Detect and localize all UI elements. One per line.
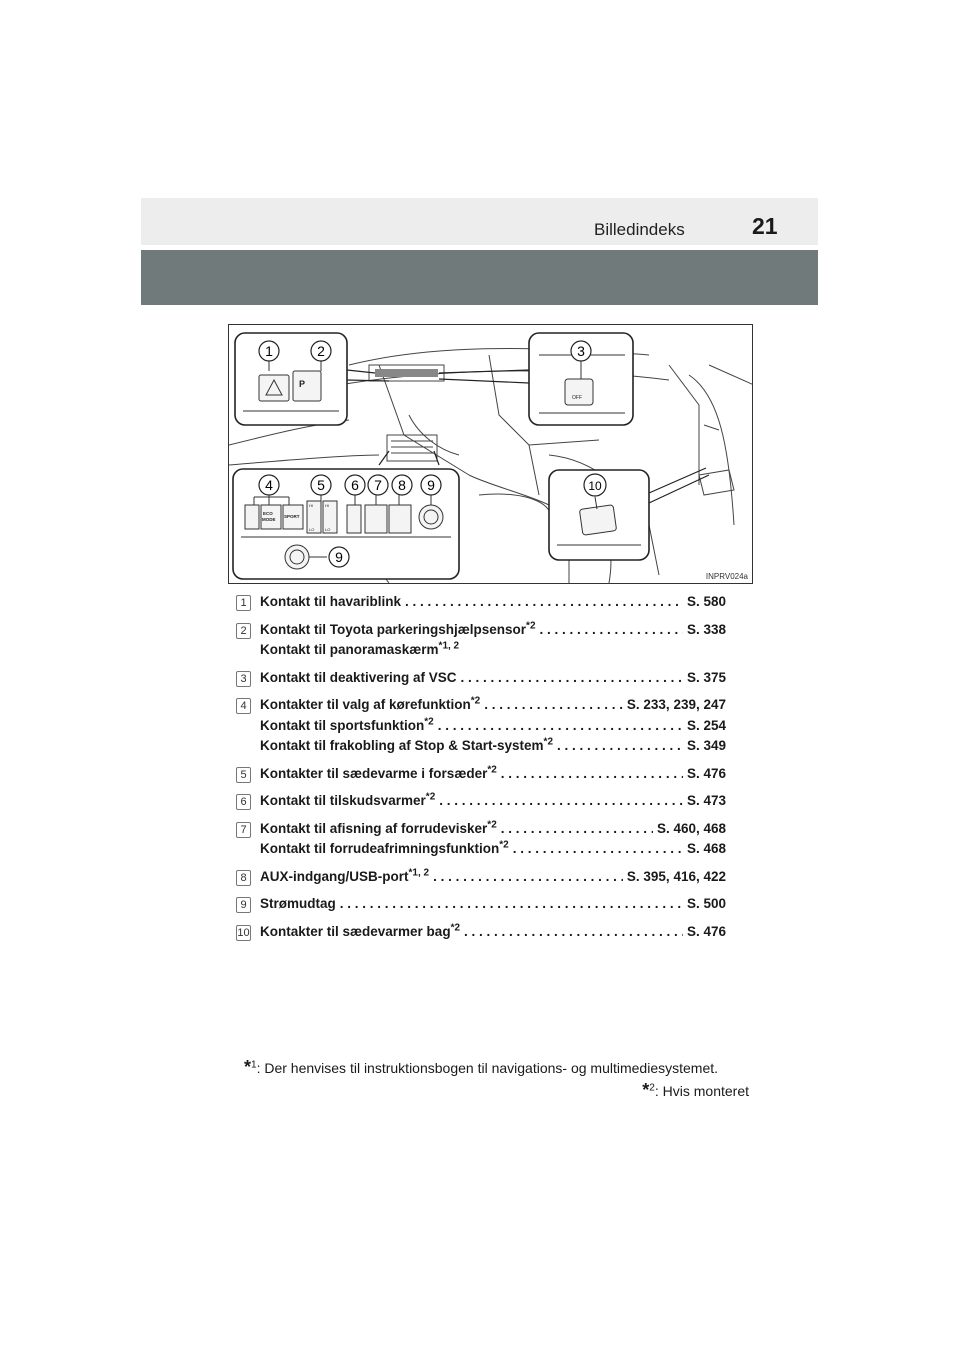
dot-leader — [438, 716, 683, 737]
sport-label: SPORT — [284, 514, 300, 519]
footnote-ref: *2 — [450, 922, 461, 933]
page-reference: S. 580 — [686, 594, 726, 609]
callout-2 — [311, 341, 331, 361]
entry-label: Kontakt til forrudeafrimningsfunktion$^{*2}$ — [260, 839, 509, 856]
dot-leader — [461, 668, 683, 689]
entry-line — [260, 839, 726, 860]
page-reference: S. 233, 239, 247 — [626, 697, 726, 712]
dot-leader — [540, 620, 683, 641]
svg-text:9: 9 — [427, 477, 435, 493]
entry-line — [260, 894, 726, 915]
mode-label: MODE — [262, 517, 276, 522]
svg-text:9: 9 — [335, 549, 343, 565]
entry-number-badge: 5 — [236, 767, 251, 783]
index-entry-3 — [236, 668, 726, 689]
entry-label: Kontakter til sædevarmer bag$^{*2}$ — [260, 922, 461, 939]
section-title: Billedindeks — [594, 220, 685, 239]
entry-line — [260, 736, 726, 757]
index-entry-8 — [236, 867, 726, 888]
svg-text:8: 8 — [398, 477, 406, 493]
index-entry-7 — [236, 819, 726, 860]
entry-number-badge: 10 — [237, 926, 250, 939]
entry-label: Kontakt til havariblink — [260, 594, 402, 609]
svg-text:3: 3 — [577, 343, 585, 359]
footnote-ref: *2 — [470, 695, 481, 707]
entry-label: Kontakt til frakobling af Stop & Start-system$^{*2}$ — [260, 736, 553, 753]
vsc-off-label: OFF — [572, 395, 582, 401]
callout-3 — [571, 341, 591, 361]
entry-number-badge: 1 — [236, 595, 251, 611]
svg-text:7: 7 — [374, 477, 382, 493]
footnote-ref: *2 — [487, 819, 497, 830]
entry-number-badge: 6 — [236, 794, 251, 810]
footnote-ref: *2 — [543, 736, 553, 748]
footnote-1: *$^1$: Der henvises til instruktionsbogen til navigations- og multimediesystemet. — [244, 1057, 719, 1077]
dot-leader — [484, 695, 623, 716]
page-reference: S. 254 — [686, 717, 726, 733]
page-reference: S. 395, 416, 422 — [626, 868, 726, 884]
entry-number-badge: 4 — [236, 698, 251, 714]
entry-label: Kontakt til deaktivering af VSC — [260, 669, 457, 685]
dot-leader — [340, 894, 683, 915]
dot-leader — [405, 592, 683, 613]
entry-number-badge: 2 — [236, 623, 251, 639]
header-bar — [141, 198, 818, 245]
entry-label: Kontakt til panoramaskærm$^{*1, 2}$ — [260, 640, 460, 657]
entry-line — [260, 668, 726, 689]
entry-number-badge: 8 — [236, 870, 251, 886]
page-reference: S. 375 — [686, 669, 726, 685]
callout-9 — [421, 475, 441, 495]
footnote-ref: *1, 2 — [438, 640, 460, 652]
entry-label: Kontakt til sportsfunktion$^{*2}$ — [260, 716, 434, 733]
index-entries — [236, 592, 726, 949]
seat-lo-label-right: LO — [325, 527, 331, 532]
page-reference: S. 468 — [686, 841, 726, 856]
figure-code: INPRV024a — [705, 572, 748, 581]
callout-5 — [311, 475, 331, 495]
callout-9-lower — [329, 547, 349, 567]
entry-number-badge: 7 — [236, 822, 251, 838]
entry-line — [260, 620, 726, 641]
entry-line — [260, 791, 726, 812]
dot-leader — [464, 922, 683, 943]
callout-7 — [368, 475, 388, 495]
dot-leader — [439, 791, 683, 812]
entry-label: Kontakt til tilskudsvarmer$^{*2}$ — [260, 791, 436, 808]
page-reference: S. 349 — [686, 738, 726, 753]
svg-text:6: 6 — [351, 477, 359, 493]
dot-leader — [557, 736, 683, 757]
footnote-ref: *2 — [487, 764, 497, 775]
entry-line — [260, 695, 726, 716]
dot-leader — [513, 839, 683, 860]
entry-line — [260, 592, 726, 613]
entry-number-badge: 9 — [236, 897, 251, 913]
entry-line — [260, 764, 726, 785]
eco-label: ECO — [263, 511, 273, 516]
page-reference: S. 476 — [686, 923, 726, 939]
dot-leader — [433, 867, 623, 888]
entry-label: Strømudtag — [260, 896, 336, 911]
index-entry-1 — [236, 592, 726, 613]
index-entry-4 — [236, 695, 726, 757]
entry-label: Kontakter til sædevarme i forsæder$^{*2}$ — [260, 764, 497, 781]
footnote-ref: *1, 2 — [408, 867, 430, 878]
entry-number-badge: 3 — [236, 671, 251, 687]
dashboard-drawing — [229, 325, 753, 584]
entry-label: AUX-indgang/USB-port$^{*1, 2}$ — [260, 867, 430, 884]
footnote-ref: *2 — [526, 620, 536, 631]
footnote-ref: *2 — [424, 716, 434, 727]
svg-text:5: 5 — [317, 477, 325, 493]
seat-hi-label-right: HI — [325, 503, 329, 508]
index-entry-10 — [236, 922, 726, 943]
page-reference: S. 473 — [686, 793, 726, 808]
entry-line — [260, 716, 726, 737]
entry-label: Kontakt til afisning af forrudevisker$^{*2}$ — [260, 819, 497, 836]
chapter-band — [141, 250, 818, 305]
p-sensor-symbol: P — [299, 379, 306, 389]
callout-8 — [392, 475, 412, 495]
dashboard-illustration — [228, 324, 753, 584]
index-entry-5 — [236, 764, 726, 785]
svg-text:2: 2 — [317, 343, 325, 359]
index-entry-6 — [236, 791, 726, 812]
svg-text:4: 4 — [265, 477, 273, 493]
page-reference: S. 460, 468 — [656, 820, 726, 836]
footnote-2: *$^2$: Hvis monteret — [642, 1080, 749, 1100]
page-number: 21 — [752, 213, 778, 239]
dot-leader — [501, 764, 683, 785]
svg-text:1: 1 — [265, 343, 273, 359]
seat-lo-label-left: LO — [309, 527, 315, 532]
seat-hi-label-left: HI — [309, 503, 313, 508]
callout-10 — [584, 474, 606, 496]
entry-label: Kontakt til Toyota parkeringshjælpsensor$^{*2}$ — [260, 620, 536, 637]
index-entry-9 — [236, 894, 726, 915]
index-entry-2 — [236, 620, 726, 661]
entry-line — [260, 640, 726, 661]
entry-line — [260, 922, 726, 943]
callout-4 — [259, 475, 279, 495]
page-reference: S. 500 — [686, 896, 726, 911]
dot-leader — [501, 819, 653, 840]
entry-label: Kontakter til valg af kørefunktion$^{*2}$ — [260, 695, 481, 712]
entry-line — [260, 867, 726, 888]
page-reference: S. 476 — [686, 765, 726, 781]
svg-text:10: 10 — [588, 479, 602, 493]
footnote-ref: *2 — [425, 791, 436, 803]
page-reference: S. 338 — [686, 621, 726, 637]
callout-6 — [345, 475, 365, 495]
footnote-ref: *2 — [499, 839, 509, 851]
callout-1 — [259, 341, 279, 361]
entry-line — [260, 819, 726, 840]
